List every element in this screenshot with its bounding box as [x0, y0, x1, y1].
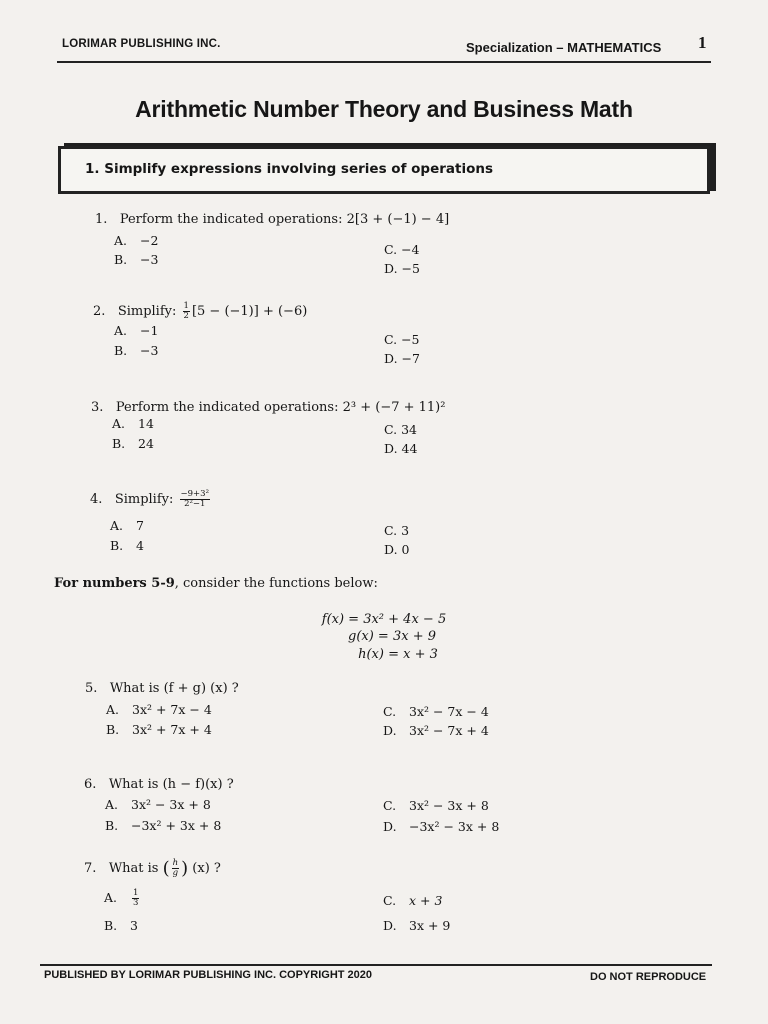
option-text: −3 — [140, 252, 159, 267]
option-letter: A. — [105, 797, 119, 812]
option-letter: C. — [383, 893, 397, 908]
option-letter: A. — [106, 702, 120, 717]
option-text: 14 — [138, 416, 154, 431]
option-a — [104, 889, 141, 908]
fraction — [172, 859, 179, 878]
option-d: D. −5 — [384, 261, 420, 276]
question-prompt: What is (h − f)(x) ? — [108, 777, 234, 792]
option-d — [383, 918, 450, 933]
option-b — [112, 436, 154, 451]
option-letter: B. — [105, 818, 119, 833]
function-g: g(x) = 3x + 9 — [348, 629, 436, 644]
fraction — [183, 302, 190, 321]
footer-rule — [40, 964, 712, 966]
option-d: D. 44 — [384, 441, 418, 456]
option-letter: B. — [112, 436, 126, 451]
option-b — [114, 252, 158, 267]
option-text: 3x² − 7x + 4 — [409, 723, 489, 738]
question-prompt: Perform the indicated operations: 2³ + (−7 + 11)² — [115, 400, 446, 415]
fraction-numerator: h — [172, 858, 179, 868]
option-letter: B. — [106, 722, 120, 737]
question-prompt-pre: What is — [108, 861, 163, 876]
functions-intro — [54, 576, 378, 591]
section-title: 1. Simplify expressions involving series of operations — [85, 161, 494, 177]
fraction-denominator: 2 — [183, 311, 189, 321]
fraction-denominator: 3 — [133, 898, 139, 908]
option-letter: D. — [383, 819, 397, 834]
question-prompt-post: (x) ? — [188, 861, 221, 876]
publisher-name: LORIMAR PUBLISHING INC. — [62, 38, 221, 50]
option-c: C. 3 — [384, 523, 410, 538]
option-b — [106, 722, 212, 737]
option-letter: B. — [104, 918, 118, 933]
fraction-denominator: g — [172, 868, 179, 878]
question-number: 6. — [84, 777, 97, 792]
section-box — [58, 146, 710, 194]
option-text: 3x + 9 — [409, 918, 451, 933]
question-number: 1. — [95, 212, 108, 227]
question-prompt-pre: Simplify: — [117, 304, 181, 319]
option-text: −3 — [140, 343, 159, 358]
option-d — [383, 819, 499, 834]
option-d — [383, 723, 489, 738]
option-letter: A. — [104, 890, 118, 905]
question-prompt: Perform the indicated operations: 2[3 + (−1) − 4] — [119, 212, 450, 227]
option-text: x + 3 — [409, 893, 443, 908]
option-c — [383, 893, 442, 908]
fraction-numerator: 1 — [133, 888, 139, 898]
option-letter: A. — [114, 323, 128, 338]
question-number: 4. — [90, 492, 103, 507]
footer-copyright: PUBLISHED BY LORIMAR PUBLISHING INC. COPYRIGHT 2020 — [44, 969, 373, 981]
option-a — [114, 233, 158, 248]
question-prompt-post: [5 − (−1)] + (−6) — [191, 304, 308, 319]
question-prompt: What is (f + g) (x) ? — [109, 681, 239, 696]
option-letter: B. — [114, 252, 128, 267]
header-rule — [57, 61, 711, 63]
option-letter: B. — [114, 343, 128, 358]
option-b — [110, 538, 144, 553]
option-text: 7 — [136, 518, 144, 533]
option-c — [383, 798, 489, 813]
question-7: 7. What is ( $\frac{h}{g}$ ) (x) ? — [84, 858, 221, 879]
question-2 — [93, 302, 307, 321]
option-b — [105, 818, 221, 833]
fraction — [132, 889, 139, 908]
option-text: 3x² − 7x − 4 — [409, 704, 489, 719]
question-6 — [84, 777, 234, 792]
option-c — [383, 704, 489, 719]
question-5 — [85, 681, 239, 696]
question-number: 2. — [93, 304, 106, 319]
option-text: 4 — [136, 538, 144, 553]
functions-intro-bold: For numbers 5-9 — [54, 576, 175, 591]
question-prompt-pre: Simplify: — [114, 492, 178, 507]
option-text: 3 — [130, 918, 138, 933]
question-3 — [91, 400, 445, 415]
question-number: 3. — [91, 400, 104, 415]
option-letter: D. — [383, 723, 397, 738]
option-text: −2 — [140, 233, 159, 248]
question-1 — [95, 212, 449, 227]
option-text: 3x² + 7x + 4 — [132, 722, 212, 737]
option-a — [112, 416, 154, 431]
option-d: D. −7 — [384, 351, 420, 366]
option-text: 3x² − 3x + 8 — [409, 798, 489, 813]
function-f: f(x) = 3x² + 4x − 5 — [321, 612, 447, 627]
option-letter: A. — [114, 233, 128, 248]
option-text: −3x² + 3x + 8 — [131, 818, 222, 833]
question-number: 5. — [85, 681, 98, 696]
option-text: 3x² + 7x − 4 — [132, 702, 212, 717]
option-c: C. 34 — [384, 422, 417, 437]
fraction-numerator: −9+3² — [180, 489, 209, 499]
function-h: h(x) = x + 3 — [358, 647, 438, 662]
option-a — [105, 797, 211, 812]
option-letter: D. — [383, 918, 397, 933]
option-letter: A. — [112, 416, 126, 431]
question-number: 7. — [84, 861, 97, 876]
fraction — [180, 490, 210, 509]
option-a — [114, 323, 158, 338]
option-c: C. −5 — [384, 332, 420, 347]
option-letter: C. — [383, 798, 397, 813]
option-letter: A. — [110, 518, 124, 533]
subject-heading: Specialization – MATHEMATICS — [466, 40, 662, 55]
option-text: 3x² − 3x + 8 — [131, 797, 211, 812]
option-b — [114, 343, 158, 358]
fraction-numerator: 1 — [183, 301, 189, 311]
option-a — [106, 702, 212, 717]
option-text: −1 — [140, 323, 159, 338]
option-b — [104, 918, 138, 933]
question-4 — [90, 490, 212, 509]
page-title: Arithmetic Number Theory and Business Math — [135, 96, 633, 122]
fraction-denominator: 2²−1 — [184, 499, 206, 509]
page-number: 1 — [698, 33, 707, 52]
option-a — [110, 518, 144, 533]
option-text: 24 — [138, 436, 154, 451]
functions-intro-rest: , consider the functions below: — [174, 576, 378, 591]
option-c: C. −4 — [384, 242, 420, 257]
footer-notice: DO NOT REPRODUCE — [590, 971, 707, 983]
option-letter: B. — [110, 538, 124, 553]
option-text: −3x² − 3x + 8 — [409, 819, 500, 834]
option-d: D. 0 — [384, 542, 410, 557]
option-letter: C. — [383, 704, 397, 719]
